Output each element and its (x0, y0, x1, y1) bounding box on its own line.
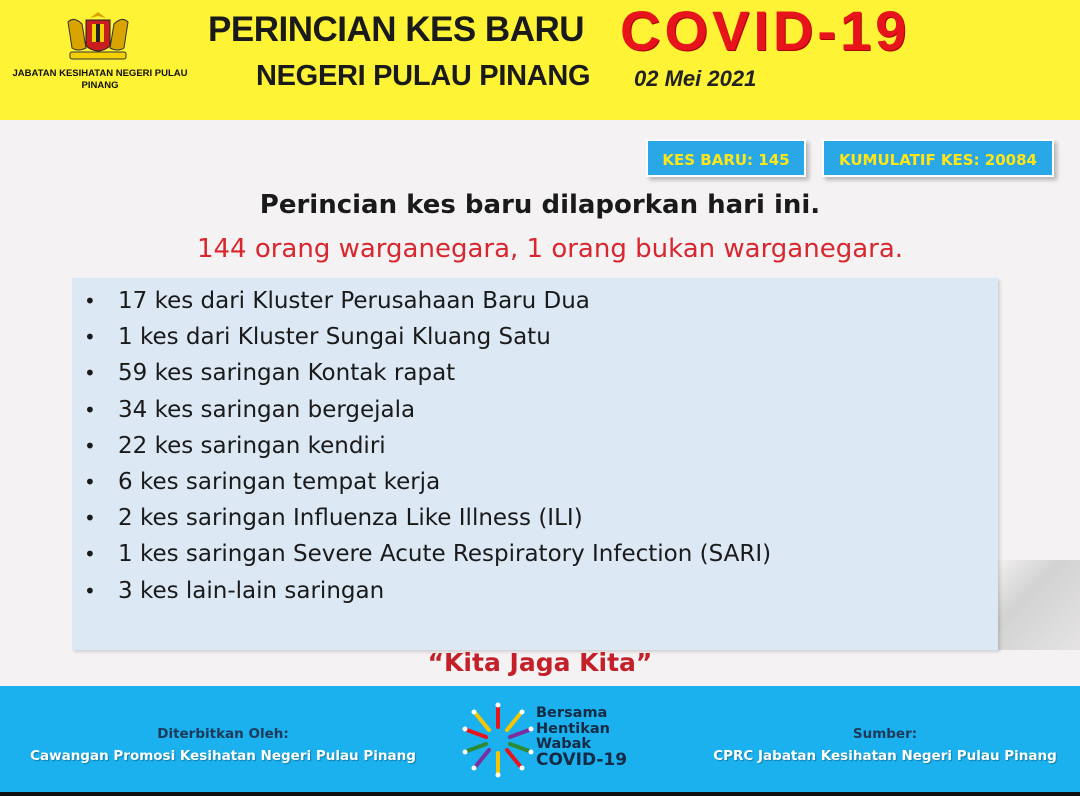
bottom-border (0, 792, 1080, 796)
source-name: CPRC Jabatan Kesihatan Negeri Pulau Pinang (713, 748, 1057, 764)
list-item: • 1 kes saringan Severe Acute Respiratory Infection (SARI) (84, 539, 998, 575)
list-item: • 59 kes saringan Kontak rapat (84, 358, 998, 394)
citizenship-summary: 144 orang warganegara, 1 orang bukan warganegara. (196, 234, 904, 264)
campaign-line: COVID-19 (536, 749, 628, 770)
campaign-burst-icon (460, 702, 536, 778)
footer (0, 686, 1080, 796)
report-date: 02 Mei 2021 (634, 66, 757, 91)
header-banner (0, 0, 1080, 120)
coat-of-arms-icon (58, 8, 138, 64)
campaign-line: Hentikan (536, 720, 610, 737)
publisher-label: Diterbitkan Oleh: (157, 726, 289, 742)
new-cases-badge: KES BARU: 145 (646, 139, 806, 177)
campaign-line: Bersama (536, 705, 608, 721)
cumulative-cases-badge: KUMULATIF KES: 20084 (822, 139, 1054, 177)
campaign-text (536, 706, 627, 768)
list-item: • 22 kes saringan kendiri (84, 431, 998, 467)
publisher-name: Cawangan Promosi Kesihatan Negeri Pulau Pinang (30, 748, 416, 764)
source-label: Sumber: (852, 726, 918, 742)
list-item: • 34 kes saringan bergejala (84, 395, 998, 431)
list-item: • 17 kes dari Kluster Perusahaan Baru Dua (84, 286, 998, 322)
case-list (72, 278, 998, 612)
department-name: JABATAN KESIHATAN NEGERI PULAU PINANG (12, 68, 188, 91)
page-title: PERINCIAN KES BARU (208, 10, 585, 49)
covid-title: COVID-19 (620, 0, 911, 62)
list-item: • 2 kes saringan Influenza Like Illness (ILI) (84, 503, 998, 539)
list-item: • 6 kes saringan tempat kerja (84, 467, 998, 503)
summary-heading: Perincian kes baru dilaporkan hari ini. (259, 190, 821, 220)
list-item: • 1 kes dari Kluster Sungai Kluang Satu (84, 322, 998, 358)
slogan: “Kita Jaga Kita” (427, 648, 653, 677)
panel-shadow (990, 560, 1080, 650)
case-breakdown-panel (72, 278, 998, 650)
list-item: • 3 kes lain-lain saringan (84, 576, 998, 612)
campaign-line: Wabak (536, 736, 592, 752)
state-title: NEGERI PULAU PINANG (256, 60, 591, 92)
